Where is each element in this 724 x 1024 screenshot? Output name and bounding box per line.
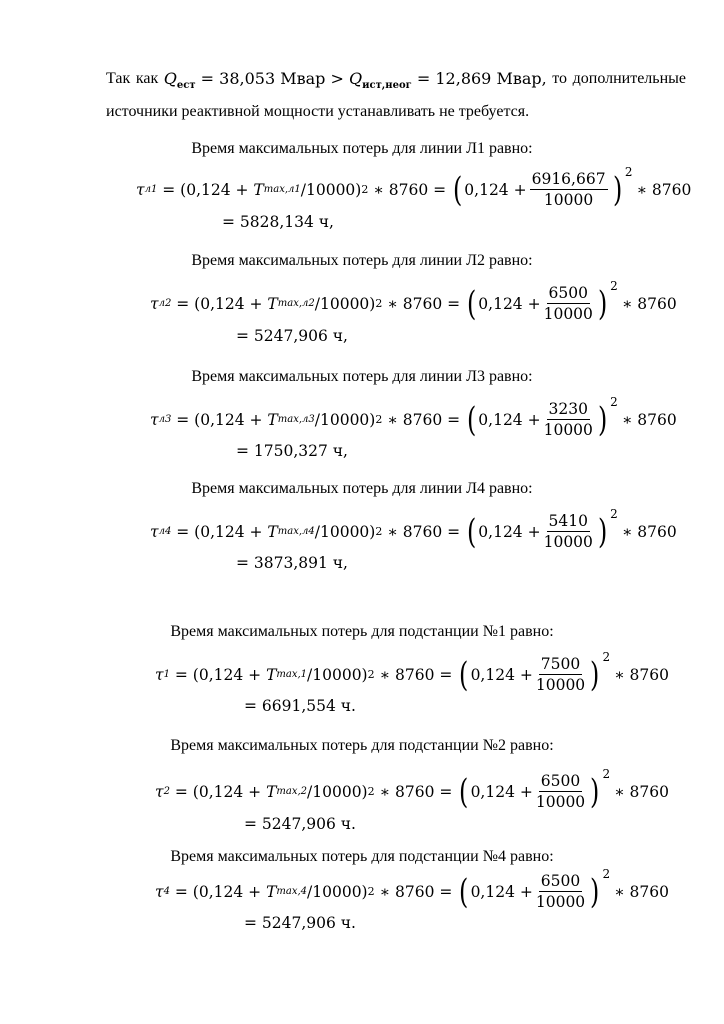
formula-part: = (0,124 + (157, 180, 254, 199)
t-symbol: T (267, 294, 278, 313)
formula-times-end: ∗ 8760 (621, 410, 677, 429)
formula-times: ∗ 8760 = (382, 410, 466, 429)
formula-div: /10000) (307, 882, 368, 901)
tau-subscript: л4 (158, 526, 172, 537)
formula-times-end: ∗ 8760 (614, 665, 669, 684)
tau-symbol: τ (150, 294, 159, 313)
big-paren-open: ( (467, 399, 477, 440)
fraction-denominator: 10000 (535, 793, 586, 811)
intro-word-3: то (552, 70, 568, 87)
formula-coef: 0,124 + (478, 522, 541, 541)
fraction (536, 772, 585, 811)
formula-result: = 5247,906 ч, (236, 327, 348, 345)
intro-paragraph (106, 66, 686, 125)
fraction-numerator: 6500 (540, 772, 581, 790)
fraction-denominator: 10000 (543, 421, 593, 439)
t-subscript: max,л1 (263, 184, 301, 195)
fraction-denominator: 10000 (543, 191, 594, 209)
formula-times-end: ∗ 8760 (614, 782, 669, 801)
power: 2 (367, 668, 375, 681)
big-power: 2 (610, 506, 618, 521)
fraction (544, 284, 593, 323)
power: 2 (375, 413, 383, 426)
big-power: 2 (602, 766, 611, 781)
formula-times: ∗ 8760 = (374, 782, 458, 801)
fraction (544, 400, 593, 439)
fraction (530, 170, 608, 209)
tau-symbol: τ (155, 782, 164, 801)
big-paren-open: ( (459, 654, 469, 695)
intro-line-2: источники реактивной мощности устанавливать не требуется. (106, 103, 530, 121)
big-paren-close: ) (590, 871, 600, 912)
formula-times-end: ∗ 8760 (614, 882, 669, 901)
fraction (536, 872, 585, 911)
formula-heading: Время максимальных потерь для подстанции №1 равно: (170, 623, 554, 640)
power: 2 (361, 183, 369, 196)
formula-line (150, 278, 677, 324)
formula-coef: 0,124 + (478, 294, 541, 313)
t-symbol: T (266, 882, 277, 901)
fraction-denominator: 10000 (535, 676, 586, 694)
t-symbol: T (253, 180, 264, 199)
big-power: 2 (610, 278, 618, 293)
formula-result: = 5828,134 ч, (222, 213, 334, 231)
formula-times: ∗ 8760 = (374, 665, 458, 684)
fraction (536, 655, 585, 694)
formula-div: /10000) (314, 522, 376, 541)
t-subscript: max,л3 (277, 414, 315, 425)
tau-symbol: τ (150, 522, 159, 541)
power: 2 (375, 297, 383, 310)
tau-subscript: л3 (158, 414, 172, 425)
t-subscript: max,4 (276, 886, 308, 897)
tau-subscript: 2 (163, 786, 170, 797)
formula-coef: 0,124 + (470, 665, 533, 684)
formula-line (155, 766, 669, 812)
big-paren-open: ( (459, 771, 469, 812)
formula-line (136, 164, 692, 210)
q-natural-expr: $Q_{ест} = 38,053$ Мвар > $Q_{ист,неог} = 12,869$ Мвар, (163, 69, 547, 92)
power: 2 (367, 885, 375, 898)
formula-times: ∗ 8760 = (374, 882, 458, 901)
intro-line-1 (106, 66, 686, 99)
t-subscript: max,2 (276, 786, 308, 797)
power: 2 (375, 525, 383, 538)
formula-heading: Время максимальных потерь для линии Л3 равно: (191, 368, 533, 385)
formula-heading: Время максимальных потерь для подстанции №2 равно: (170, 737, 554, 754)
big-paren-close: ) (597, 399, 608, 440)
intro-word-2: как (135, 70, 159, 87)
t-symbol: T (267, 522, 278, 541)
formula-div: /10000) (307, 782, 368, 801)
formula-heading: Время максимальных потерь для подстанции №4 равно: (170, 848, 554, 865)
fraction-numerator: 6500 (540, 872, 581, 890)
tau-subscript: 4 (163, 886, 170, 897)
tau-symbol: τ (136, 180, 145, 199)
fraction (544, 512, 593, 551)
fraction-denominator: 10000 (535, 893, 586, 911)
formula-part: = (0,124 + (169, 665, 267, 684)
formula-div: /10000) (314, 410, 376, 429)
fraction-numerator: 5410 (548, 512, 588, 530)
big-paren-close: ) (590, 654, 600, 695)
t-symbol: T (266, 782, 277, 801)
formula-heading: Время максимальных потерь для линии Л2 равно: (191, 252, 533, 269)
formula-result: = 5247,906 ч. (244, 914, 356, 932)
formula-times: ∗ 8760 = (382, 294, 466, 313)
tau-subscript: 1 (163, 669, 170, 680)
formula-part: = (0,124 + (169, 782, 267, 801)
formula-coef: 0,124 + (470, 882, 533, 901)
fraction-numerator: 3230 (548, 400, 588, 418)
fraction-numerator: 6916,667 (531, 170, 606, 188)
formula-result: = 5247,906 ч. (244, 815, 356, 833)
fraction-numerator: 6500 (548, 284, 588, 302)
formula-line (150, 394, 677, 440)
formula-line (150, 506, 677, 552)
formula-heading: Время максимальных потерь для линии Л4 равно: (191, 480, 533, 497)
formula-line (155, 866, 669, 912)
big-paren-open: ( (453, 169, 463, 210)
t-symbol: T (267, 410, 278, 429)
tau-subscript: л2 (158, 298, 172, 309)
formula-part: = (0,124 + (169, 882, 267, 901)
formula-times: ∗ 8760 = (382, 522, 466, 541)
big-power: 2 (602, 866, 611, 881)
formula-part: = (0,124 + (171, 522, 268, 541)
formula-times-end: ∗ 8760 (636, 180, 692, 199)
formula-part: = (0,124 + (171, 294, 268, 313)
formula-times-end: ∗ 8760 (621, 294, 677, 313)
fraction-denominator: 10000 (543, 305, 593, 323)
t-symbol: T (266, 665, 277, 684)
big-paren-open: ( (459, 871, 469, 912)
formula-div: /10000) (300, 180, 362, 199)
formula-times-end: ∗ 8760 (621, 522, 677, 541)
formula-heading: Время максимальных потерь для линии Л1 равно: (191, 140, 533, 157)
big-paren-close: ) (590, 771, 600, 812)
formula-times: ∗ 8760 = (368, 180, 452, 199)
power: 2 (367, 785, 375, 798)
tau-symbol: τ (155, 882, 164, 901)
formula-div: /10000) (307, 665, 368, 684)
formula-result: = 1750,327 ч, (236, 442, 348, 460)
big-paren-open: ( (467, 511, 477, 552)
tau-subscript: л1 (144, 184, 158, 195)
big-paren-close: ) (612, 169, 622, 210)
big-power: 2 (610, 394, 618, 409)
t-subscript: max,л2 (277, 298, 315, 309)
formula-line (155, 649, 669, 695)
fraction-denominator: 10000 (543, 533, 593, 551)
intro-word-4: дополнительные (572, 70, 686, 87)
formula-part: = (0,124 + (171, 410, 268, 429)
tau-symbol: τ (150, 410, 159, 429)
formula-result: = 6691,554 ч. (244, 697, 356, 715)
big-paren-close: ) (597, 283, 608, 324)
big-power: 2 (602, 649, 611, 664)
big-paren-close: ) (597, 511, 608, 552)
formula-coef: 0,124 + (478, 410, 541, 429)
big-power: 2 (624, 164, 633, 179)
formula-result: = 3873,891 ч, (236, 554, 348, 572)
t-subscript: max,л4 (277, 526, 315, 537)
intro-word-1: Так (106, 70, 131, 87)
formula-div: /10000) (314, 294, 376, 313)
tau-symbol: τ (155, 665, 164, 684)
big-paren-open: ( (467, 283, 477, 324)
fraction-numerator: 7500 (540, 655, 581, 673)
formula-coef: 0,124 + (470, 782, 533, 801)
t-subscript: max,1 (276, 669, 308, 680)
formula-coef: 0,124 + (464, 180, 527, 199)
